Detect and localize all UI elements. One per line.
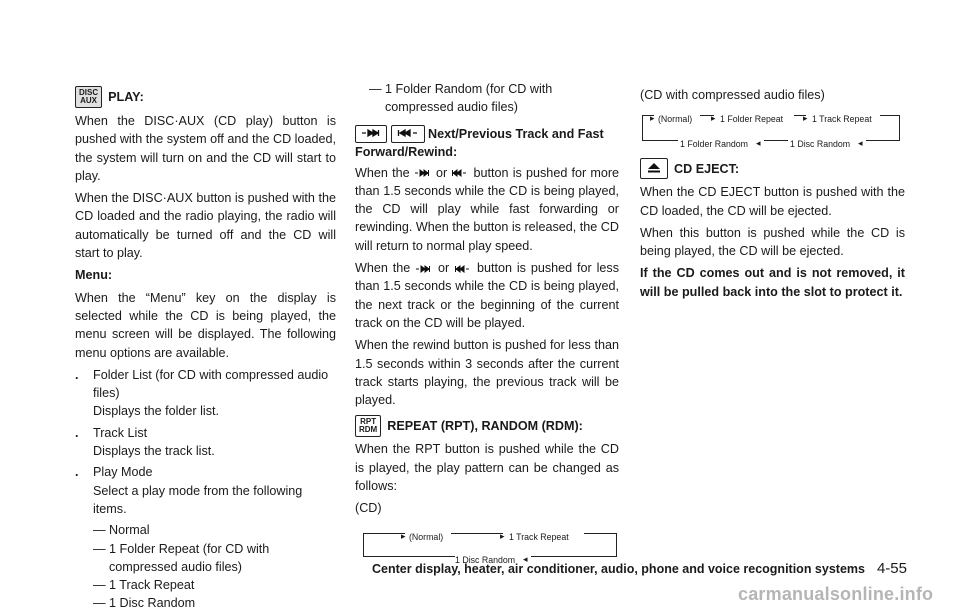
bullet-play-mode: . Play Mode	[75, 463, 336, 481]
page-number: 4-55	[876, 560, 907, 577]
bullet-track-list-title: Track List	[93, 425, 148, 440]
nextprev-paragraph-3: When the rewind button is pushed for less than 1.5 seconds within 3 seconds after the current track starts playing, the previous track will be played.	[355, 338, 619, 408]
disc-icon-top-label: DISC	[79, 88, 99, 97]
bullet-track-list: . Track List	[75, 424, 336, 442]
diag-track-repeat: 1 Track Repeat	[812, 114, 872, 125]
eject-paragraph-2: When this button is pushed while the CD is being played, the CD will be ejected.	[640, 225, 905, 259]
bullet-track-list-desc: Displays the track list.	[93, 444, 215, 459]
disc-icon-bottom-label: AUX	[80, 96, 97, 105]
bullet-play-mode-desc: Select a play mode from the following items.	[93, 483, 303, 516]
mode-item: — 1 Folder Random (for CD with compressed audio files)	[369, 82, 553, 115]
compressed-repeat-cycle-diagram: ▸ (Normal) ▸ 1 Folder Repeat ▸ 1 Track Repeat 1 Folder Random ◂ 1 Disc Random ◂	[640, 110, 902, 146]
bullet-folder-list: . Folder List (for CD with compressed audio files)	[75, 366, 336, 403]
diag-disc-random: 1 Disc Random	[790, 139, 851, 150]
footer-section-title: Center display, heater, air conditioner, audio, phone and voice recognition systems	[372, 562, 865, 576]
rewind-icon	[396, 128, 420, 138]
repeat-heading-row	[355, 415, 619, 437]
column-1	[75, 86, 336, 613]
menu-paragraph: When the “Menu” key on the display is selected while the CD is being played, the menu screen will be displayed. The following menu options are available.	[75, 290, 336, 360]
nextprev-paragraph-1: When the or button is pushed for more than 1.5 seconds while the CD is being played, the CD will play while fast forwarding or rewinding. When the button is released, the CD will return to normal play speed.	[355, 165, 620, 253]
rewind-icon	[454, 265, 472, 273]
diag-normal: (Normal)	[409, 531, 444, 542]
eject-heading-row	[640, 158, 905, 179]
play-heading: PLAY:	[108, 89, 144, 104]
eject-paragraph-1: When the CD EJECT button is pushed with the CD loaded, the CD will be ejected.	[640, 185, 905, 218]
rpt-icon-bottom-label: RDM	[359, 425, 378, 435]
menu-heading: Menu:	[75, 268, 113, 283]
cd-label: (CD)	[355, 501, 382, 516]
eject-icon	[646, 162, 662, 173]
rpt-icon-top-label: RPT	[360, 417, 377, 427]
seek-prev-button-icon	[391, 125, 425, 143]
mode-item: — 1 Folder Repeat (for CD with compressed audio files)	[93, 541, 270, 574]
repeat-heading: REPEAT (RPT), RANDOM (RDM):	[387, 419, 583, 434]
column-2	[355, 80, 620, 565]
diag-disc-random: 1 Disc Random	[455, 554, 516, 565]
fast-forward-icon	[360, 128, 382, 138]
repeat-paragraph: When the RPT button is pushed while the CD is played, the play pattern can be changed as follows:	[355, 442, 619, 494]
diag-folder-repeat: 1 Folder Repeat	[720, 114, 784, 125]
play-paragraph-1: When the DISC·AUX (CD play) button is pushed with the system off and the CD loaded, the system will turn on and the CD will start to play.	[75, 114, 336, 183]
compressed-label: (CD with compressed audio files)	[640, 88, 825, 102]
column-3	[640, 86, 905, 305]
eject-button-icon	[640, 158, 668, 179]
mode-item: — 1 Track Repeat	[93, 578, 195, 593]
seek-next-button-icon	[355, 125, 387, 143]
bullet-play-mode-title: Play Mode	[93, 465, 153, 480]
rpt-rdm-button-icon	[355, 415, 381, 437]
nextprev-heading-row	[355, 125, 619, 162]
fast-forward-icon	[415, 265, 433, 273]
eject-heading: CD EJECT:	[674, 161, 740, 176]
nextprev-heading: Next/Previous Track and Fast Forward/Rewind:	[355, 126, 604, 160]
disc-aux-button-icon	[75, 86, 102, 108]
diag-folder-random: 1 Folder Random	[680, 139, 748, 150]
fast-forward-icon	[414, 169, 432, 177]
page-footer	[0, 560, 907, 577]
eject-warning: If the CD comes out and is not removed, it will be pulled back into the slot to protect it.	[640, 266, 905, 299]
mode-item: — Normal	[93, 523, 150, 538]
nextprev-paragraph-2: When the or button is pushed for less than 1.5 seconds while the CD is being played, the next track or the beginning of the current track on the CD will be played.	[355, 261, 619, 330]
cd-repeat-cycle-diagram: ▸ (Normal) ▸ 1 Track Repeat 1 Disc Random ◂	[355, 528, 619, 562]
watermark: carmanualsonline.info	[738, 584, 934, 604]
play-heading-row	[75, 86, 336, 108]
diag-normal: (Normal)	[658, 114, 693, 125]
bullet-folder-list-title: Folder List (for CD with compressed audio files)	[93, 367, 329, 401]
play-paragraph-2: When the DISC·AUX button is pushed with the CD loaded and the radio playing, the radio will automatically be turned off and the CD will start to play.	[75, 191, 336, 261]
bullet-folder-list-desc: Displays the folder list.	[93, 404, 219, 419]
mode-item: — 1 Disc Random	[93, 596, 196, 611]
rewind-icon	[451, 169, 469, 177]
diag-track-repeat: 1 Track Repeat	[509, 531, 569, 542]
